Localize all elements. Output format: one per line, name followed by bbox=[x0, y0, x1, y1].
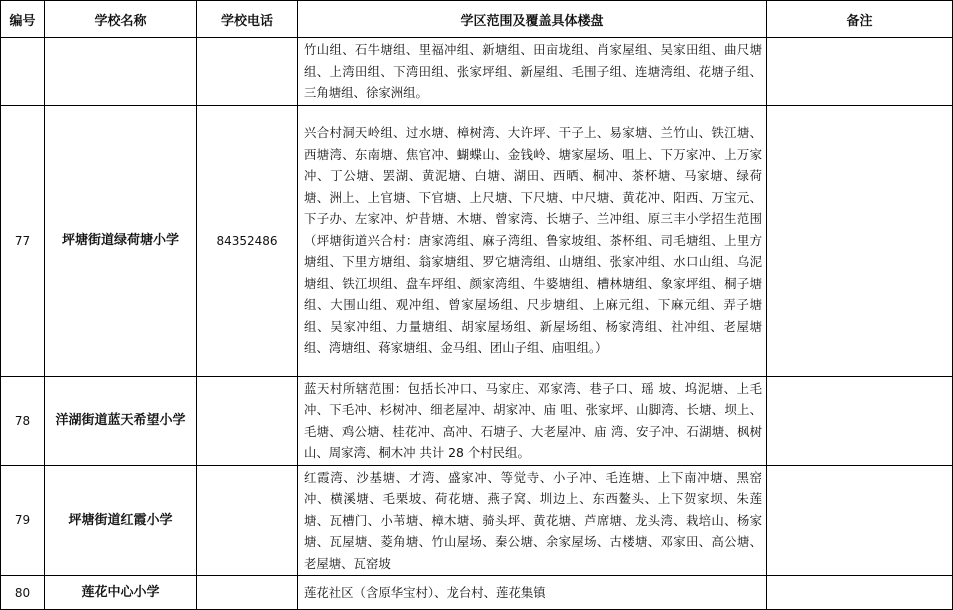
row-school-name bbox=[45, 38, 197, 106]
row-note bbox=[767, 38, 953, 106]
row-scope: 蓝天村所辖范围：包括长冲口、马家庄、邓家湾、巷子口、瑶 坡、坞泥塘、上毛冲、下毛冲、杉树冲、细老屋冲、胡家冲、庙 咀、张家坪、山脚湾、长塘、坝上、毛塘、鸡公塘、桂花冲、高冲、石塘子、大老屋冲、庙 湾、安子冲、石湖塘、枫树山、周家湾、桐木冲 共计 28 个村民组。 bbox=[298, 376, 767, 465]
table-row bbox=[1, 465, 953, 576]
row-scope: 红霞湾、沙基塘、才湾、盛家冲、等觉寺、小子冲、毛连塘、上下南冲塘、黑窑冲、横溪塘、毛栗坡、荷花塘、燕子窝、圳边上、东西鳌头、上下贺家坝、朱莲塘、瓦槽门、小苇塘、樟木塘、骑头坪、黄花塘、芦席塘、龙头湾、栽培山、杨家塘、瓦屋塘、菱角塘、竹山屋场、秦公塘、余家屋场、古楼塘、邓家田、高公塘、老屋塘、瓦窑坡 bbox=[298, 465, 767, 576]
table-row bbox=[1, 105, 953, 376]
row-scope: 莲花社区（含原华宝村）、龙台村、莲花集镇 bbox=[298, 576, 767, 610]
header-scope: 学区范围及覆盖具体楼盘 bbox=[298, 1, 767, 38]
table-row bbox=[1, 576, 953, 610]
row-phone bbox=[197, 38, 298, 106]
row-scope: 竹山组、石牛塘组、里福冲组、新塘组、田亩垅组、肖家屋组、吴家田组、曲尺塘组、上湾田组、下湾田组、张家坪组、新屋组、毛围子组、连塘湾组、花塘子组、三角塘组、徐家洲组。 bbox=[298, 38, 767, 106]
row-phone: 84352486 bbox=[197, 105, 298, 376]
row-school-name: 洋湖街道蓝天希望小学 bbox=[45, 376, 197, 465]
row-num: 80 bbox=[1, 576, 45, 610]
row-phone bbox=[197, 376, 298, 465]
table-row bbox=[1, 376, 953, 465]
row-scope: 兴合村洞天岭组、过水塘、樟树湾、大许坪、干子上、易家塘、兰竹山、铁江塘、西塘湾、东南塘、焦官冲、蝴蝶山、金钱岭、塘家屋场、咀上、下万家冲、上万家冲、丁公塘、罢湖、黄泥塘、白塘、湖田、西晒、桐冲、茶杯塘、马家塘、绿荷塘、洲上、上官塘、下官塘、上尺塘、下尺塘、中尺塘、黄花冲、阳西、万宝元、下子办、左家冲、炉昔塘、木塘、曾家湾、长塘子、兰冲组、原三丰小学招生范围（坪塘街道兴合村：唐家湾组、麻子湾组、鲁家坡组、茶杯组、司毛塘组、上里方塘组、下里方塘组、翁家塘组、罗它塘湾组、山塘组、张家冲组、水口山组、乌泥塘组、铁江坝组、盘车坪组、颜家湾组、牛婆塘组、槽林塘组、象家坪组、桐子塘组、大围山组、观冲组、曾家屋场组、尺步塘组、上麻元组、下麻元组、弄子塘组、吴家冲组、力量塘组、胡家屋场组、新屋场组、杨家湾组、社冲组、老屋塘组、湾塘组、蒋家塘组、金马组、团山子组、庙咀组。） bbox=[298, 105, 767, 376]
row-num: 77 bbox=[1, 105, 45, 376]
row-note bbox=[767, 376, 953, 465]
row-school-name: 莲花中心小学 bbox=[45, 576, 197, 610]
row-num bbox=[1, 38, 45, 106]
header-name: 学校名称 bbox=[45, 1, 197, 38]
row-num: 78 bbox=[1, 376, 45, 465]
table-row bbox=[1, 38, 953, 106]
row-phone bbox=[197, 465, 298, 576]
header-phone: 学校电话 bbox=[197, 1, 298, 38]
row-school-name: 坪塘街道红霞小学 bbox=[45, 465, 197, 576]
header-num: 编号 bbox=[1, 1, 45, 38]
row-school-name: 坪塘街道绿荷塘小学 bbox=[45, 105, 197, 376]
row-note bbox=[767, 576, 953, 610]
row-note bbox=[767, 465, 953, 576]
row-phone bbox=[197, 576, 298, 610]
header-row bbox=[1, 1, 953, 38]
row-note bbox=[767, 105, 953, 376]
row-num: 79 bbox=[1, 465, 45, 576]
header-note: 备注 bbox=[767, 1, 953, 38]
